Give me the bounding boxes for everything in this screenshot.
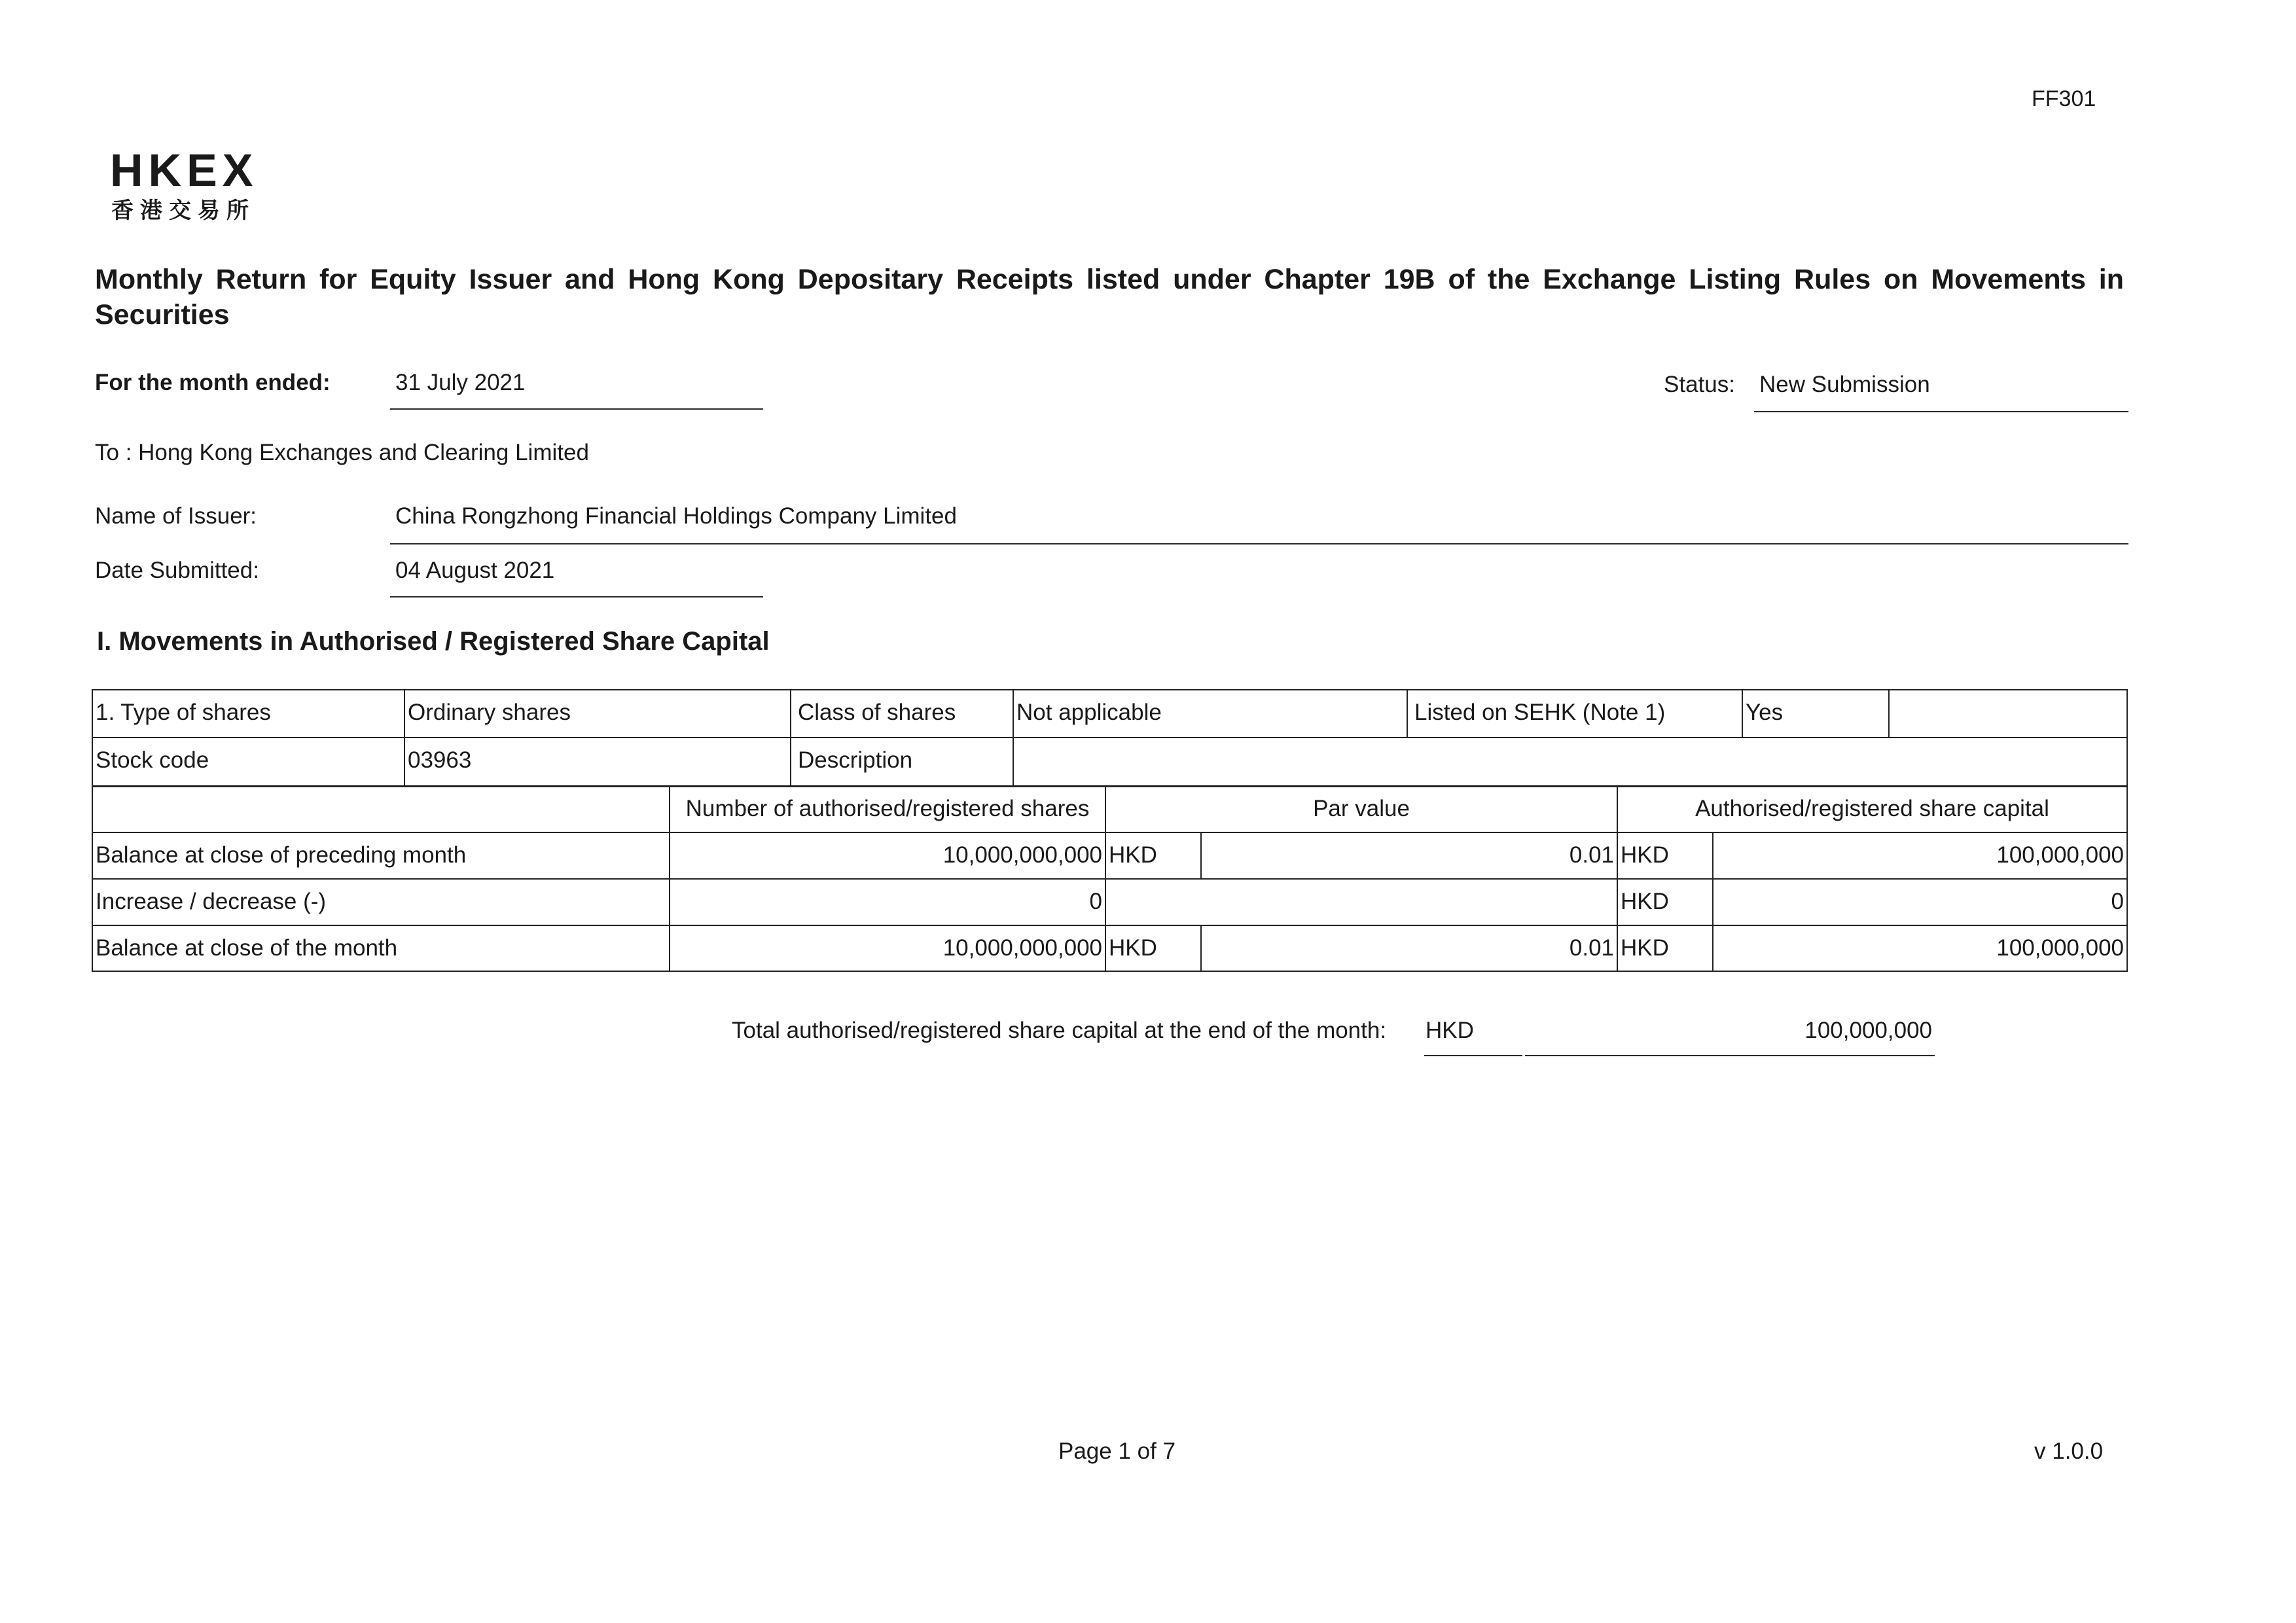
movements-table: [92, 785, 2128, 972]
total-label: Total authorised/registered share capital at the end of the month:: [732, 1018, 1387, 1043]
listed-label: Listed on SEHK (Note 1): [1408, 690, 1743, 738]
row-par-currency: HKD: [1106, 833, 1202, 880]
row-shares: 0: [670, 880, 1106, 926]
status-label: Status:: [1664, 372, 1735, 397]
total-value: 100,000,000: [1804, 1018, 1932, 1043]
row-par-value: 0.01: [1202, 926, 1618, 971]
total-currency-underline: [1424, 1055, 1522, 1056]
description-value: [1014, 738, 2126, 786]
month-value: 31 July 2021: [395, 370, 526, 395]
hkex-logo: [110, 147, 280, 226]
to-line: To : Hong Kong Exchanges and Clearing Limited: [95, 440, 589, 465]
blank-cell: [1890, 690, 2126, 738]
row-capital: 100,000,000: [1713, 833, 2126, 880]
row-shares: 10,000,000,000: [670, 833, 1106, 880]
share-type-grid: [92, 689, 2128, 787]
header-blank: [93, 787, 670, 833]
row-capital: 0: [1713, 880, 2126, 926]
row-capital: 100,000,000: [1996, 935, 2124, 961]
section-title: I. Movements in Authorised / Registered Share Capital: [97, 627, 770, 656]
total-value-underline: [1525, 1055, 1935, 1056]
total-currency: HKD: [1426, 1018, 1474, 1043]
form-code: FF301: [2032, 86, 2096, 111]
status-value: New Submission: [1759, 372, 1930, 397]
document-title: Monthly Return for Equity Issuer and Hong Kong Depositary Receipts listed under Chapter 19B of the Exchange Listing Rules on Movements in Securities: [95, 264, 2124, 330]
row-par-value: 0.01: [1202, 833, 1618, 880]
col-header-par: Par value: [1106, 787, 1618, 833]
stock-code-value: 03963: [405, 738, 791, 786]
type-label: 1. Type of shares: [93, 690, 405, 738]
status-underline: [1754, 411, 2128, 412]
description-label: Description: [791, 738, 1014, 786]
logo-text: HKEX: [110, 145, 259, 196]
row-capital-currency: HKD: [1618, 880, 1713, 926]
row-label: Increase / decrease (-): [93, 880, 670, 926]
row-capital-currency: HKD: [1618, 926, 1713, 971]
issuer-value: China Rongzhong Financial Holdings Company Limited: [395, 503, 957, 529]
row-shares: 10,000,000,000: [670, 926, 1106, 971]
date-submitted-value: 04 August 2021: [395, 558, 555, 583]
class-value: Not applicable: [1014, 690, 1408, 738]
date-submitted-label: Date Submitted:: [95, 558, 259, 583]
col-header-capital: Authorised/registered share capital: [1618, 787, 2126, 833]
row-par-currency: HKD: [1106, 926, 1202, 971]
row-par-blank: [1106, 880, 1618, 926]
issuer-underline: [390, 543, 2128, 544]
type-value: Ordinary shares: [405, 690, 791, 738]
date-underline: [390, 596, 763, 597]
listed-value: Yes: [1743, 690, 1890, 738]
version: v 1.0.0: [2034, 1438, 2104, 1464]
col-header-shares: Number of authorised/registered shares: [670, 787, 1106, 833]
row-label: Balance at close of preceding month: [93, 833, 670, 880]
logo-subtitle: 香港交易所: [111, 198, 255, 223]
page-number: Page 1 of 7: [1058, 1438, 1176, 1464]
row-capital-currency: HKD: [1618, 833, 1713, 880]
row-label: Balance at close of the month: [93, 926, 670, 971]
month-underline: [390, 408, 763, 410]
month-label: For the month ended:: [95, 370, 331, 395]
stock-code-label: Stock code: [93, 738, 405, 786]
issuer-label: Name of Issuer:: [95, 503, 257, 529]
class-label: Class of shares: [791, 690, 1014, 738]
